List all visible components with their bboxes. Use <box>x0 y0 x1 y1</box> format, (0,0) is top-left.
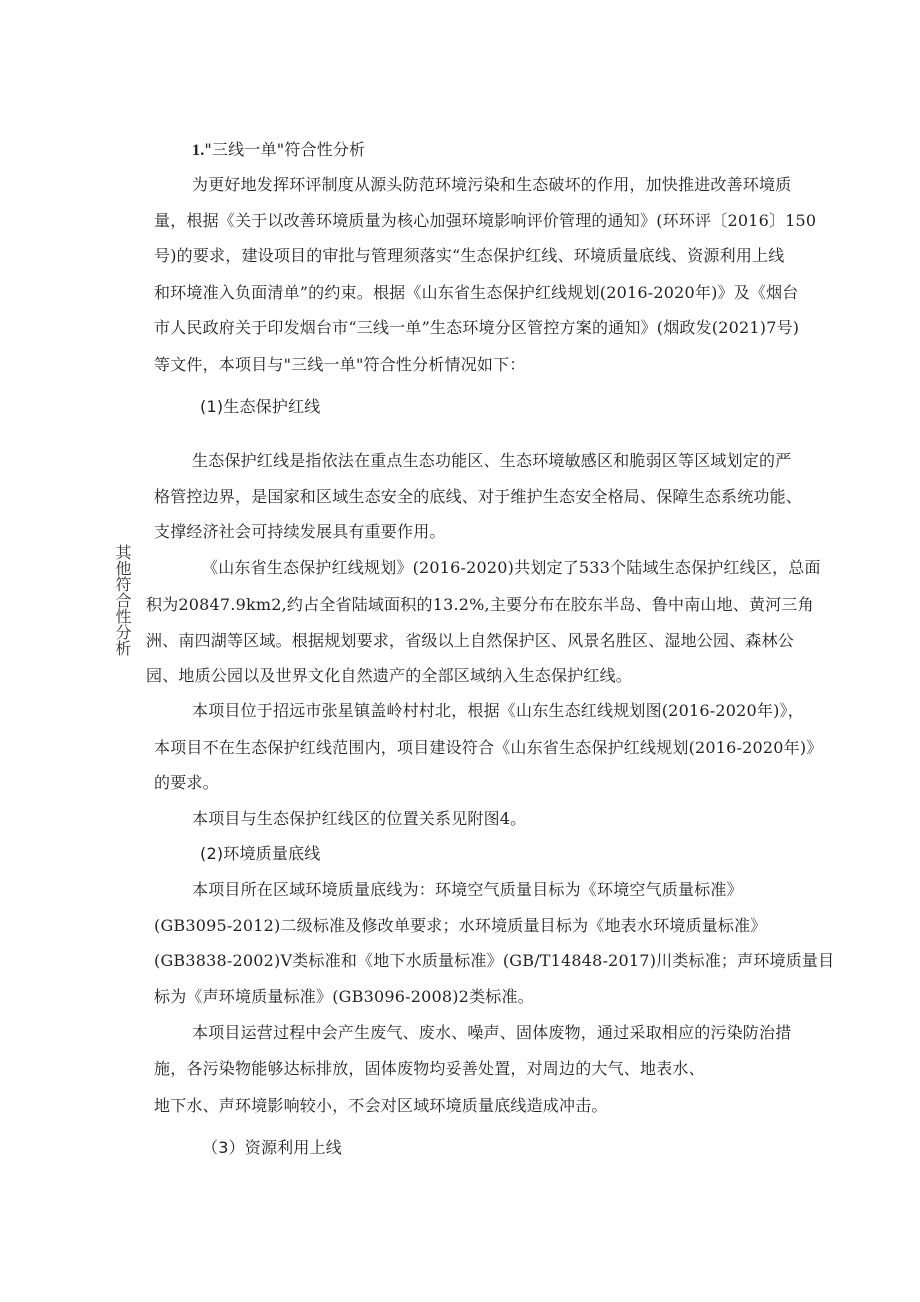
subsection-title-eco-redline: (1)生态保护红线 <box>200 397 321 416</box>
paragraph-line: 《山东省生态保护红线规划》(2016-2020)共划定了533个陆域生态保护红线区，总面 <box>202 558 821 577</box>
paragraph-line: 市人民政府关于印发烟台市“三线一单”生态环境分区管控方案的通知》(烟政发(2021)7号) <box>154 318 800 337</box>
paragraph-line: 格管控边界，是国家和区域生态安全的底线、对于维护生态安全格局、保障生态系统功能、 <box>154 487 803 506</box>
paragraph-line: 本项目位于招远市张星镇盖岭村村北，根据《山东生态红线规划图(2016-2020年)》， <box>192 701 804 720</box>
paragraph-line: 号)的要求，建设项目的审批与管理须落实“生态保护红线、环境质量底线、资源利用上线 <box>154 246 785 265</box>
paragraph-line: 施，各污染物能够达标排放，固体废物均妥善处置，对周边的大气、地表水、 <box>154 1059 705 1078</box>
eco-figure-reference: 本项目与生态保护红线区的位置关系见附图4。 <box>192 809 527 828</box>
paragraph-line: 和环境准入负面清单”的约束。根据《山东省生态保护红线规划(2016-2020年)》及《烟台 <box>154 283 799 302</box>
paragraph-line: 为更好地发挥环评制度从源头防范环境污染和生态破坏的作用，加快推进改善环境质 <box>192 175 792 194</box>
paragraph-line: 本项目不在生态保护红线范围内，项目建设符合《山东省生态保护红线规划(2016-2020年)》 <box>154 738 823 757</box>
side-label: 其他符合性分析 <box>113 544 132 656</box>
paragraph-line: (GB3095-2012)二级标准及修改单要求；水环境质量目标为《地表水环境质量标准》 <box>154 916 767 935</box>
subsection-title-resource: （3）资源利用上线 <box>202 1138 342 1157</box>
paragraph-line: 洲、南四湖等区域。根据规划要求，省级以上自然保护区、风景名胜区、湿地公园、森林公 <box>146 631 795 650</box>
paragraph-line: 本项目所在区域环境质量底线为：环境空气质量目标为《环境空气质量标准》 <box>192 880 743 899</box>
paragraph-line: 本项目运营过程中会产生废气、废水、噪声、固体废物，通过采取相应的污染防治措 <box>192 1023 792 1042</box>
section-title <box>192 140 365 161</box>
paragraph-line: (GB3838-2002)V类标准和《地下水质量标准》(GB/T14848-2017)川类标准；声环境质量目 <box>154 951 835 970</box>
paragraph-line: 生态保护红线是指依法在重点生态功能区、生态环境敏感区和脆弱区等区域划定的严 <box>192 451 792 470</box>
paragraph-line: 等文件，本项目与"三线一单"符合性分析情况如下： <box>154 355 526 374</box>
paragraph-line: 支撑经济社会可持续发展具有重要作用。 <box>154 522 446 541</box>
section-title-text: "三线一单"符合性分析 <box>204 140 366 159</box>
paragraph-line: 地下水、声环境影响较小，不会对区域环境质量底线造成冲击。 <box>154 1096 608 1115</box>
paragraph-line: 量，根据《关于以改善环境质量为核心加强环境影响评价管理的通知》(环环评〔2016〕150 <box>154 211 817 230</box>
section-title-number: 1. <box>192 142 205 159</box>
subsection-title-env-quality: (2)环境质量底线 <box>200 844 321 863</box>
paragraph-line: 标为《声环境质量标准》(GB3096-2008)2类标准。 <box>154 987 534 1006</box>
paragraph-line: 积为20847.9km2,约占全省陆域面积的13.2%,主要分布在胶东半岛、鲁中南山地、黄河三角 <box>146 595 814 614</box>
paragraph-line: 园、地质公园以及世界文化自然遗产的全部区域纳入生态保护红线。 <box>146 666 633 685</box>
paragraph-line: 的要求。 <box>154 773 219 792</box>
